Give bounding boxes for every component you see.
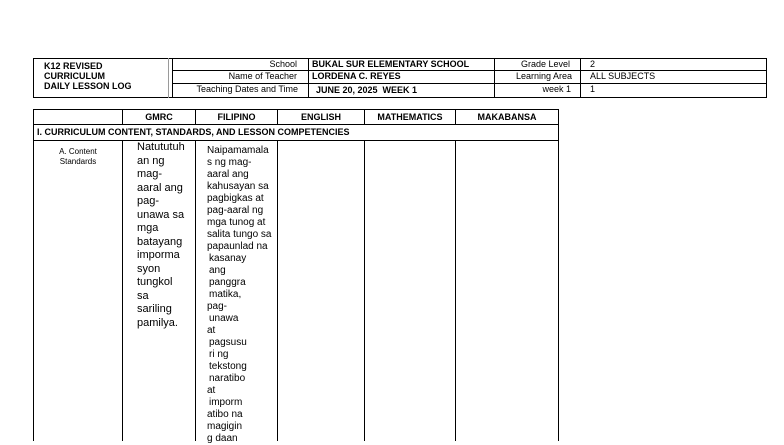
grade-value: 2 — [590, 59, 596, 69]
week-label: week 1 — [542, 84, 571, 94]
area-value: ALL SUBJECTS — [590, 71, 656, 81]
dll-title-line-1: K12 REVISED — [44, 61, 103, 71]
gmrc-text-line: unawa sa — [137, 208, 185, 221]
filipino-text-line: s ng mag- — [207, 157, 252, 168]
column-header-mathematics: MATHEMATICS — [377, 112, 443, 122]
filipino-text-line: unawa — [209, 313, 239, 324]
filipino-text-line: naratibo — [209, 373, 246, 384]
gmrc-text-line: mag- — [137, 168, 163, 180]
filipino-text-line: kasanay — [209, 253, 247, 264]
gmrc-text-line: pamilya. — [137, 316, 178, 329]
column-header-makabansa: MAKABANSA — [477, 112, 537, 122]
filipino-text-line: pag-aaral ng — [207, 205, 264, 216]
filipino-text-line: papaunlad na — [207, 241, 268, 252]
column-header-gmrc: GMRC — [145, 112, 173, 122]
filipino-text-line: salita tungo sa — [207, 229, 272, 240]
dll-title-line-3: DAILY LESSON LOG — [44, 81, 132, 91]
week-value: 1 — [590, 84, 596, 94]
filipino-text-line: tekstong — [209, 361, 247, 372]
column-header-filipino: FILIPINO — [217, 112, 256, 122]
row-label-line-1: A. Content — [59, 147, 97, 156]
gmrc-text-line: sa — [137, 289, 149, 302]
area-label: Learning Area — [515, 71, 572, 81]
filipino-text-line: pagsusu — [209, 337, 247, 348]
gmrc-text-line: sariling — [137, 303, 172, 315]
filipino-text-line: at — [207, 385, 216, 396]
filipino-text-line: magigin — [207, 421, 243, 432]
filipino-text-line: matika, — [209, 289, 242, 300]
filipino-text-line: ang — [209, 265, 226, 276]
dll-title-line-2: CURRICULUM — [44, 71, 105, 81]
gmrc-text-line: Natututuh — [137, 141, 185, 153]
filipino-text-line: g daan — [207, 433, 238, 444]
column-header-english: ENGLISH — [300, 112, 341, 122]
filipino-text-line: atibo na — [207, 409, 243, 420]
filipino-text-line: Naipamamala — [207, 145, 269, 156]
gmrc-text-line: imporma — [137, 249, 180, 261]
filipino-text-line: ri ng — [209, 349, 229, 360]
filipino-text-line: panggra — [209, 277, 246, 288]
dates-label: Teaching Dates and Time — [196, 84, 298, 94]
teacher-label: Name of Teacher — [228, 71, 297, 81]
gmrc-text-line: pag- — [137, 195, 160, 207]
gmrc-text-line: aaral ang — [137, 181, 183, 194]
school-value: BUKAL SUR ELEMENTARY SCHOOL — [312, 59, 470, 69]
gmrc-text-line: mga — [137, 222, 159, 234]
section-title: I. CURRICULUM CONTENT, STANDARDS, AND LESSON COMPETENCIES — [37, 127, 350, 137]
filipino-text-line: kahusayan sa — [207, 181, 269, 192]
dates-value: JUNE 20, 2025 WEEK 1 — [316, 85, 418, 95]
filipino-text-line: imporm — [209, 397, 243, 408]
gmrc-text-line: syon — [137, 262, 161, 275]
gmrc-text-line: an ng — [137, 154, 165, 167]
filipino-text-line: mga tunog at — [207, 217, 266, 228]
gmrc-text-line: tungkol — [137, 276, 173, 288]
filipino-text-line: at — [207, 325, 216, 336]
school-label: School — [269, 59, 297, 69]
row-label-line-2: Standards — [59, 157, 97, 166]
filipino-text-line: pag- — [207, 301, 228, 312]
teacher-value: LORDENA C. REYES — [312, 71, 401, 81]
gmrc-text-line: batayang — [137, 235, 183, 248]
filipino-text-line: pagbigkas at — [207, 193, 264, 204]
filipino-text-line: aaral ang — [207, 169, 249, 180]
grade-label: Grade Level — [520, 59, 570, 69]
